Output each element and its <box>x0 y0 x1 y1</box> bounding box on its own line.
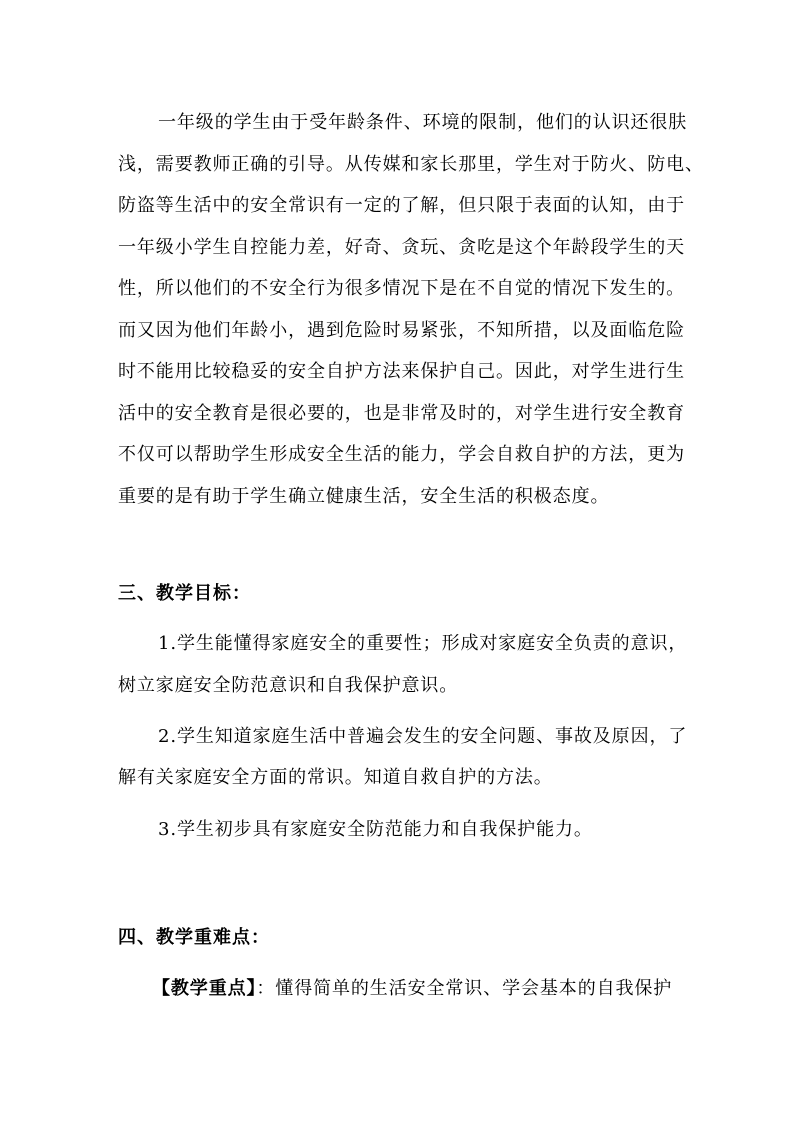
key-point-line <box>152 977 672 1001</box>
goal-2-line-1: 2.学生知道家庭生活中普遍会发生的安全问题、事故及原因，了 <box>158 726 688 747</box>
intro-line-3: 防盗等生活中的安全常识有一定的了解，但只限于表面的认知，由于 <box>118 195 685 216</box>
key-point-text: ：懂得简单的生活安全常识、学会基本的自我保护 <box>256 978 673 999</box>
section-heading-key-points: 四、教学重难点： <box>118 927 270 948</box>
goal-1-line-2: 树立家庭安全防范意识和自我保护意识。 <box>118 675 459 696</box>
intro-line-2: 浅，需要教师正确的引导。从传媒和家长那里，学生对于防火、防电、 <box>118 154 704 175</box>
goal-1-line-1: 1.学生能懂得家庭安全的重要性；形成对家庭安全负责的意识， <box>158 633 688 654</box>
intro-line-6: 而又因为他们年龄小，遇到危险时易紧张，不知所措，以及面临危险 <box>118 320 685 341</box>
section-heading-goals: 三、教学目标： <box>118 583 251 604</box>
intro-line-10: 重要的是有助于学生确立健康生活，安全生活的积极态度。 <box>118 486 610 507</box>
goal-3-line-1: 3.学生初步具有家庭安全防范能力和自我保护能力。 <box>158 819 593 840</box>
intro-line-1: 一年级的学生由于受年龄条件、环境的限制，他们的认识还很肤 <box>158 112 688 133</box>
intro-line-4: 一年级小学生自控能力差，好奇、贪玩、贪吃是这个年龄段学生的天 <box>118 237 685 258</box>
intro-line-7: 时不能用比较稳妥的安全自护方法来保护自己。因此，对学生进行生 <box>118 361 685 382</box>
intro-line-8: 活中的安全教育是很必要的，也是非常及时的，对学生进行安全教育 <box>118 403 685 424</box>
key-point-label: 【教学重点】 <box>152 978 257 999</box>
goal-2-line-2: 解有关家庭安全方面的常识。知道自救自护的方法。 <box>118 767 553 788</box>
intro-line-5: 性，所以他们的不安全行为很多情况下是在不自觉的情况下发生的。 <box>118 278 685 299</box>
intro-line-9: 不仅可以帮助学生形成安全生活的能力，学会自救自护的方法，更为 <box>118 444 685 465</box>
